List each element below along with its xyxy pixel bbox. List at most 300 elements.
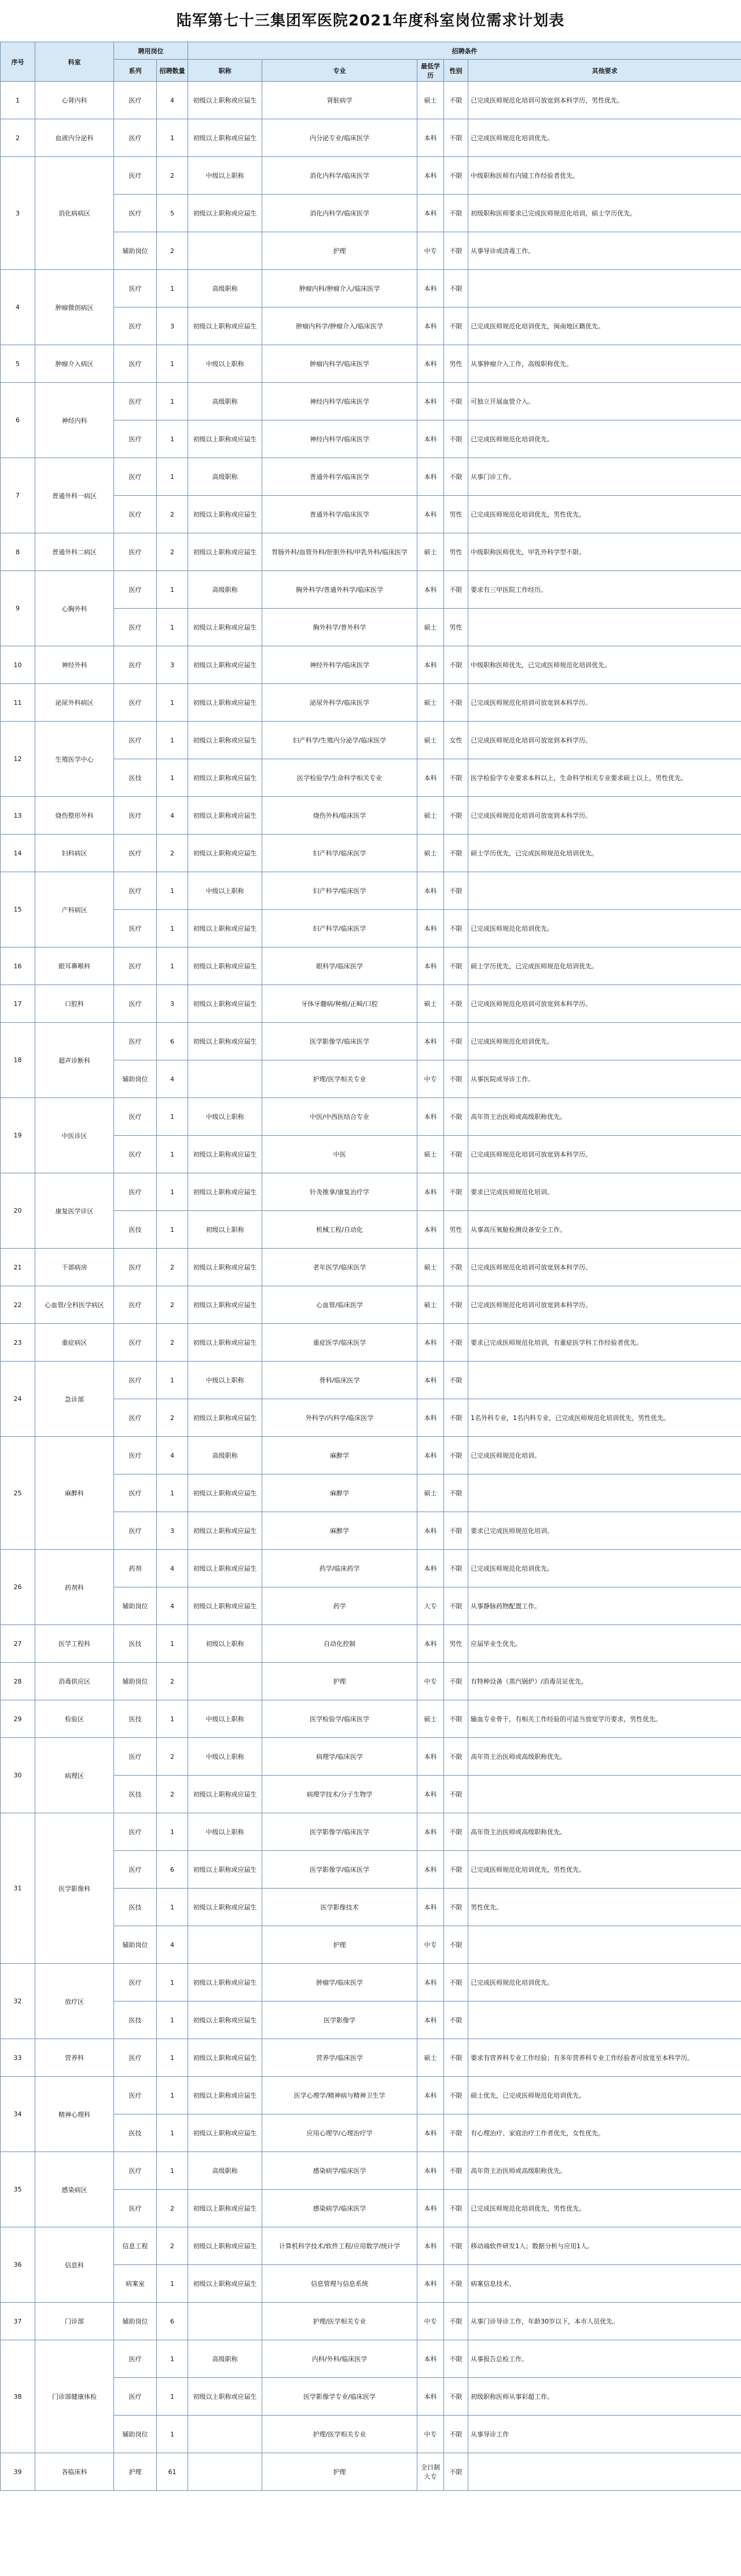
cell-rank: 初级以上职称或应届生 [188, 1286, 262, 1324]
cell-gender: 不限 [444, 1249, 468, 1286]
cell-major: 牙体牙髓病/种植/正畸/口腔 [262, 985, 417, 1023]
cell-gender: 不限 [444, 872, 468, 910]
cell-other: 中级职称医师有内镜工作经验者优先。 [468, 157, 741, 195]
cell-series: 医疗 [114, 571, 157, 609]
cell-rank: 高级职称 [188, 2152, 262, 2190]
cell-gender: 不限 [444, 195, 468, 232]
cell-count: 1 [157, 1136, 188, 1173]
cell-other: 已完成医师规范化培训可放宽到本科学历。 [468, 1286, 741, 1324]
cell-series: 医疗 [114, 195, 157, 232]
cell-edu: 本科 [417, 345, 444, 383]
cell-dept: 口腔科 [35, 985, 114, 1023]
cell-count: 4 [157, 82, 188, 119]
cell-seq: 33 [1, 2039, 35, 2077]
cell-gender: 不限 [444, 2378, 468, 2416]
cell-series: 医疗 [114, 1964, 157, 2001]
cell-other: 1名外科专业，1名内科专业，已完成医师规范化培训优先，男性优先。 [468, 1399, 741, 1437]
cell-gender: 不限 [444, 1926, 468, 1964]
cell-series: 医疗 [114, 1738, 157, 1776]
cell-rank: 初级以上职称或应届生 [188, 609, 262, 646]
cell-count: 2 [157, 1249, 188, 1286]
cell-count: 61 [157, 2453, 188, 2491]
cell-count: 4 [157, 1550, 188, 1587]
cell-other: 已完成医师规范化培训优先，男性优先。 [468, 496, 741, 533]
cell-dept: 肿瘤介入病区 [35, 345, 114, 383]
cell-count: 1 [157, 1700, 188, 1738]
cell-edu: 本科 [417, 1098, 444, 1136]
cell-rank: 中级以上职称 [188, 157, 262, 195]
cell-gender: 不限 [444, 1286, 468, 1324]
cell-series: 医疗 [114, 1173, 157, 1211]
cell-gender: 不限 [444, 1663, 468, 1700]
cell-rank: 中级以上职称 [188, 872, 262, 910]
cell-other [468, 1926, 741, 1964]
cell-edu: 硕士 [417, 1286, 444, 1324]
cell-gender: 不限 [444, 1813, 468, 1851]
cell-rank: 初级以上职称或应届生 [188, 1550, 262, 1587]
cell-edu: 硕士 [417, 2039, 444, 2077]
cell-edu: 本科 [417, 2340, 444, 2378]
cell-count: 1 [157, 1813, 188, 1851]
cell-series: 医疗 [114, 270, 157, 308]
cell-rank: 初级以上职称或应届生 [188, 1964, 262, 2001]
cell-other: 已完成医师规范化培训优先，男性优先。 [468, 2190, 741, 2227]
cell-seq: 38 [1, 2340, 35, 2453]
table-body [1, 82, 741, 2491]
cell-edu: 本科 [417, 872, 444, 910]
cell-edu: 硕士 [417, 797, 444, 835]
cell-other: 从事门诊工作。 [468, 458, 741, 496]
cell-seq: 37 [1, 2303, 35, 2340]
cell-major: 医学影像学专业/临床医学 [262, 2378, 417, 2416]
cell-edu: 硕士 [417, 985, 444, 1023]
cell-edu: 本科 [417, 1813, 444, 1851]
cell-count: 3 [157, 985, 188, 1023]
cell-count: 2 [157, 1399, 188, 1437]
cell-edu: 本科 [417, 1964, 444, 2001]
cell-edu: 本科 [417, 1437, 444, 1474]
recruitment-table [0, 42, 741, 2491]
cell-count: 2 [157, 835, 188, 872]
cell-seq: 2 [1, 119, 35, 157]
cell-major: 营养学/临床医学 [262, 2039, 417, 2077]
cell-edu: 中专 [417, 1060, 444, 1098]
table-row [1, 1813, 741, 1851]
cell-edu: 全日制大专 [417, 2453, 444, 2491]
cell-edu: 硕士 [417, 82, 444, 119]
cell-count: 2 [157, 1286, 188, 1324]
cell-rank: 初级以上职称或应届生 [188, 308, 262, 345]
cell-dept: 药剂科 [35, 1550, 114, 1625]
table-row [1, 1098, 741, 1136]
cell-major: 病理学技术/分子生物学 [262, 1776, 417, 1813]
cell-series: 辅助岗位 [114, 1926, 157, 1964]
cell-rank: 初级以上职称或应届生 [188, 195, 262, 232]
cell-gender: 男性 [444, 496, 468, 533]
cell-rank [188, 232, 262, 270]
cell-gender: 不限 [444, 1512, 468, 1550]
cell-major: 烧伤外科/临床医学 [262, 797, 417, 835]
cell-gender: 男性 [444, 609, 468, 646]
cell-gender: 不限 [444, 1964, 468, 2001]
table-row [1, 2303, 741, 2340]
cell-series: 医疗 [114, 872, 157, 910]
cell-gender: 不限 [444, 1136, 468, 1173]
header-dept: 科室 [35, 42, 114, 82]
cell-edu: 中专 [417, 232, 444, 270]
cell-series: 医技 [114, 1889, 157, 1926]
table-row [1, 646, 741, 684]
cell-edu: 中专 [417, 1926, 444, 1964]
cell-rank: 初级以上职称或应届生 [188, 1587, 262, 1625]
cell-count: 2 [157, 2227, 188, 2265]
cell-other [468, 1362, 741, 1399]
cell-edu: 大专 [417, 1587, 444, 1625]
table-row [1, 2039, 741, 2077]
cell-edu: 本科 [417, 383, 444, 420]
cell-count: 1 [157, 1098, 188, 1136]
cell-seq: 20 [1, 1173, 35, 1249]
cell-series: 辅助岗位 [114, 2303, 157, 2340]
cell-count: 1 [157, 420, 188, 458]
cell-dept: 麻醉科 [35, 1437, 114, 1550]
table-row [1, 1663, 741, 1700]
cell-series: 护理 [114, 2453, 157, 2491]
cell-rank: 初级以上职称或应届生 [188, 684, 262, 722]
cell-seq: 3 [1, 157, 35, 270]
cell-rank: 初级以上职称或应届生 [188, 420, 262, 458]
cell-major: 自动化控制 [262, 1625, 417, 1663]
cell-other: 从事医院或导诊工作。 [468, 1060, 741, 1098]
cell-major: 麻醉学 [262, 1474, 417, 1512]
cell-count: 6 [157, 2303, 188, 2340]
cell-other: 已完成医师规范化培训优先，男性优先。 [468, 1851, 741, 1889]
cell-edu: 硕士 [417, 609, 444, 646]
cell-edu: 硕士 [417, 722, 444, 759]
cell-dept: 医学影像科 [35, 1813, 114, 1964]
cell-dept: 检验区 [35, 1700, 114, 1738]
cell-dept: 泌尿外科病区 [35, 684, 114, 722]
cell-count: 2 [157, 533, 188, 571]
table-row [1, 533, 741, 571]
cell-other: 硕士优先，已完成医师规范化培训优先。 [468, 2077, 741, 2114]
cell-series: 医技 [114, 759, 157, 797]
cell-dept: 康复医学诊区 [35, 1173, 114, 1249]
cell-other: 要求已完成医师规范化培训，有重症医学科工作经验者优先。 [468, 1324, 741, 1362]
table-row [1, 2152, 741, 2190]
table-row [1, 1700, 741, 1738]
cell-gender: 不限 [444, 232, 468, 270]
cell-edu: 本科 [417, 1399, 444, 1437]
cell-rank: 初级以上职称或应届生 [188, 1324, 262, 1362]
cell-count: 1 [157, 1173, 188, 1211]
cell-edu: 本科 [417, 1512, 444, 1550]
cell-gender: 不限 [444, 2416, 468, 2453]
cell-other [468, 872, 741, 910]
table-row [1, 1324, 741, 1362]
cell-other: 已完成医师规范化培训可放宽到本科学历。 [468, 1249, 741, 1286]
cell-other: 已完成医师规范化培训优先。 [468, 910, 741, 947]
cell-series: 医疗 [114, 1851, 157, 1889]
cell-dept: 眼耳鼻喉科 [35, 947, 114, 985]
cell-gender: 不限 [444, 1474, 468, 1512]
cell-series: 医疗 [114, 496, 157, 533]
cell-seq: 5 [1, 345, 35, 383]
cell-major: 胸外科学/普外科学 [262, 609, 417, 646]
cell-edu: 本科 [417, 759, 444, 797]
cell-series: 医疗 [114, 420, 157, 458]
cell-edu: 本科 [417, 270, 444, 308]
cell-seq: 15 [1, 872, 35, 947]
cell-other [468, 1474, 741, 1512]
cell-other: 要求有三甲医院工作经历。 [468, 571, 741, 609]
cell-seq: 18 [1, 1023, 35, 1098]
cell-other: 可独立开展血管介入。 [468, 383, 741, 420]
cell-series: 辅助岗位 [114, 1587, 157, 1625]
cell-other: 中级职称医师优先，已完成医师规范化培训优先。 [468, 646, 741, 684]
cell-major: 普通外科学/临床医学 [262, 496, 417, 533]
cell-other: 要求有营养科专业工作经验；有多年营养科专业工作经验者可放宽至本科学历。 [468, 2039, 741, 2077]
cell-edu: 本科 [417, 1023, 444, 1060]
cell-major: 肾脏病学 [262, 82, 417, 119]
cell-rank: 初级以上职称或应届生 [188, 1249, 262, 1286]
cell-series: 医疗 [114, 797, 157, 835]
cell-gender: 不限 [444, 308, 468, 345]
cell-dept: 消化病病区 [35, 157, 114, 270]
cell-edu: 本科 [417, 1738, 444, 1776]
cell-series: 医技 [114, 1700, 157, 1738]
cell-seq: 1 [1, 82, 35, 119]
cell-count: 1 [157, 2416, 188, 2453]
cell-series: 辅助岗位 [114, 2416, 157, 2453]
cell-gender: 不限 [444, 1851, 468, 1889]
table-row [1, 1437, 741, 1474]
cell-other: 有心理治疗、家庭治疗工作者优先，女性优先。 [468, 2114, 741, 2152]
cell-major: 医学影像学 [262, 2001, 417, 2039]
cell-gender: 不限 [444, 458, 468, 496]
table-row [1, 1023, 741, 1060]
cell-series: 医疗 [114, 609, 157, 646]
cell-edu: 本科 [417, 2265, 444, 2303]
cell-series: 医疗 [114, 1098, 157, 1136]
cell-dept: 感染病区 [35, 2152, 114, 2227]
cell-series: 医疗 [114, 646, 157, 684]
cell-dept: 医学工程科 [35, 1625, 114, 1663]
header-count: 招聘数量 [157, 60, 188, 82]
cell-count: 1 [157, 383, 188, 420]
cell-major: 机械工程/自动化 [262, 1211, 417, 1249]
cell-other: 从事导诊或清毒工作。 [468, 232, 741, 270]
cell-gender: 不限 [444, 270, 468, 308]
cell-dept: 重症病区 [35, 1324, 114, 1362]
cell-count: 1 [157, 947, 188, 985]
cell-gender: 不限 [444, 646, 468, 684]
table-row [1, 872, 741, 910]
cell-edu: 本科 [417, 308, 444, 345]
cell-series: 医疗 [114, 2077, 157, 2114]
cell-rank: 初级以上职称或应届生 [188, 533, 262, 571]
cell-seq: 6 [1, 383, 35, 458]
cell-rank: 高级职称 [188, 383, 262, 420]
cell-rank [188, 1926, 262, 1964]
cell-edu: 本科 [417, 1324, 444, 1362]
cell-rank: 初级以上职称或应届生 [188, 2190, 262, 2227]
cell-major: 妇产科学/临床医学 [262, 872, 417, 910]
cell-major: 胃肠外科/血管外科/肝胆外科/甲乳外科/临床医学 [262, 533, 417, 571]
cell-series: 辅助岗位 [114, 1060, 157, 1098]
cell-count: 1 [157, 458, 188, 496]
table-row [1, 383, 741, 420]
cell-other: 输血专业骨干，有相关工作经验的可适当放宽学历要求，男性优先。 [468, 1700, 741, 1738]
cell-edu: 硕士 [417, 1136, 444, 1173]
cell-major: 消化内科学/临床医学 [262, 157, 417, 195]
cell-edu: 中专 [417, 2416, 444, 2453]
cell-dept: 消毒供应区 [35, 1663, 114, 1700]
cell-other [468, 1776, 741, 1813]
header-cond: 招聘条件 [188, 42, 741, 60]
cell-major: 护理/医学相关专业 [262, 2416, 417, 2453]
cell-count: 3 [157, 1512, 188, 1550]
cell-major: 肿瘤内科学/肿瘤介入/临床医学 [262, 308, 417, 345]
cell-other: 已完成医师规范化培训优先。 [468, 1023, 741, 1060]
cell-series: 医疗 [114, 533, 157, 571]
cell-series: 辅助岗位 [114, 232, 157, 270]
cell-series: 医疗 [114, 1136, 157, 1173]
cell-major: 针灸推拿/康复治疗学 [262, 1173, 417, 1211]
cell-series: 医技 [114, 1211, 157, 1249]
cell-major: 重症医学/临床医学 [262, 1324, 417, 1362]
cell-major: 外科学/内科学/临床医学 [262, 1399, 417, 1437]
cell-other: 中级职称医师优先，甲乳外科学型不限。 [468, 533, 741, 571]
cell-series: 医疗 [114, 1249, 157, 1286]
cell-series: 信息工程 [114, 2227, 157, 2265]
table-row [1, 82, 741, 119]
cell-seq: 31 [1, 1813, 35, 1964]
cell-gender: 不限 [444, 1362, 468, 1399]
cell-edu: 本科 [417, 2114, 444, 2152]
cell-count: 6 [157, 1851, 188, 1889]
cell-other: 从事静脉药物配置工作。 [468, 1587, 741, 1625]
cell-rank [188, 2453, 262, 2491]
table-row [1, 1738, 741, 1776]
cell-other: 要求已完成医师规范化培训。 [468, 1512, 741, 1550]
cell-other: 已完成医师规范化培训可放宽到本科学历。 [468, 1136, 741, 1173]
cell-count: 2 [157, 157, 188, 195]
table-row [1, 797, 741, 835]
table-row [1, 2340, 741, 2378]
cell-edu: 本科 [417, 571, 444, 609]
cell-major: 眼科学/临床医学 [262, 947, 417, 985]
cell-count: 1 [157, 1362, 188, 1399]
cell-major: 肿瘤学/临床医学 [262, 1964, 417, 2001]
cell-other: 已完成医师规范化培训可放宽到本科学历。 [468, 985, 741, 1023]
header-rank: 职称 [188, 60, 262, 82]
cell-rank: 初级以上职称或应届生 [188, 722, 262, 759]
cell-major: 医学影像学/临床医学 [262, 1813, 417, 1851]
cell-gender: 不限 [444, 910, 468, 947]
cell-count: 1 [157, 872, 188, 910]
cell-gender: 男性 [444, 1211, 468, 1249]
cell-seq: 22 [1, 1286, 35, 1324]
cell-gender: 不限 [444, 119, 468, 157]
cell-gender: 不限 [444, 1776, 468, 1813]
cell-rank: 初级以上职称或应届生 [188, 1889, 262, 1926]
cell-seq: 29 [1, 1700, 35, 1738]
table-row [1, 157, 741, 195]
cell-seq: 25 [1, 1437, 35, 1550]
cell-gender: 不限 [444, 2077, 468, 2114]
cell-major: 内分泌专业/临床医学 [262, 119, 417, 157]
cell-rank [188, 2416, 262, 2453]
cell-major: 护理 [262, 2453, 417, 2491]
cell-rank: 初级以上职称或应届生 [188, 759, 262, 797]
table-row [1, 345, 741, 383]
cell-count: 4 [157, 797, 188, 835]
cell-count: 1 [157, 2265, 188, 2303]
cell-edu: 本科 [417, 2227, 444, 2265]
cell-major: 感染病学/临床医学 [262, 2190, 417, 2227]
cell-edu: 硕士 [417, 1474, 444, 1512]
cell-gender: 不限 [444, 2152, 468, 2190]
cell-edu: 本科 [417, 496, 444, 533]
cell-edu: 硕士 [417, 835, 444, 872]
cell-count: 1 [157, 270, 188, 308]
cell-rank: 初级以上职称或应届生 [188, 119, 262, 157]
cell-gender: 不限 [444, 157, 468, 195]
cell-gender: 不限 [444, 383, 468, 420]
cell-seq: 21 [1, 1249, 35, 1286]
cell-dept: 心胸外科 [35, 571, 114, 646]
cell-count: 4 [157, 1926, 188, 1964]
cell-rank: 中级以上职称 [188, 1700, 262, 1738]
cell-other: 硕士学历优先，已完成医师规范化培训优先。 [468, 835, 741, 872]
cell-major: 中医 [262, 1136, 417, 1173]
cell-dept: 门诊部 [35, 2303, 114, 2340]
table-row [1, 2227, 741, 2265]
cell-gender: 不限 [444, 1098, 468, 1136]
table-row [1, 270, 741, 308]
cell-dept: 生殖医学中心 [35, 722, 114, 797]
cell-other: 从事报告总检工作。 [468, 2340, 741, 2378]
cell-rank: 初级以上职称或应届生 [188, 82, 262, 119]
table-row [1, 1362, 741, 1399]
table-row [1, 2077, 741, 2114]
cell-other: 已完成医师规范化培训可放宽到本科学历。 [468, 684, 741, 722]
cell-edu: 本科 [417, 1173, 444, 1211]
cell-dept: 信息科 [35, 2227, 114, 2303]
cell-series: 医技 [114, 1625, 157, 1663]
cell-count: 1 [157, 2340, 188, 2378]
cell-series: 医疗 [114, 157, 157, 195]
cell-count: 1 [157, 759, 188, 797]
table-row [1, 1173, 741, 1211]
cell-major: 神经内科学/临床医学 [262, 420, 417, 458]
cell-series: 医疗 [114, 2190, 157, 2227]
cell-major: 信息管理与信息系统 [262, 2265, 417, 2303]
cell-major: 护理 [262, 1926, 417, 1964]
cell-gender: 不限 [444, 2039, 468, 2077]
table-row [1, 684, 741, 722]
cell-count: 1 [157, 2001, 188, 2039]
cell-seq: 34 [1, 2077, 35, 2152]
cell-series: 医疗 [114, 383, 157, 420]
cell-series: 医疗 [114, 722, 157, 759]
cell-gender: 不限 [444, 2190, 468, 2227]
cell-edu: 本科 [417, 1362, 444, 1399]
cell-other: 有特种设备（蒸汽锅炉）/消毒员证优先。 [468, 1663, 741, 1700]
cell-rank: 初级以上职称 [188, 1625, 262, 1663]
cell-count: 1 [157, 345, 188, 383]
